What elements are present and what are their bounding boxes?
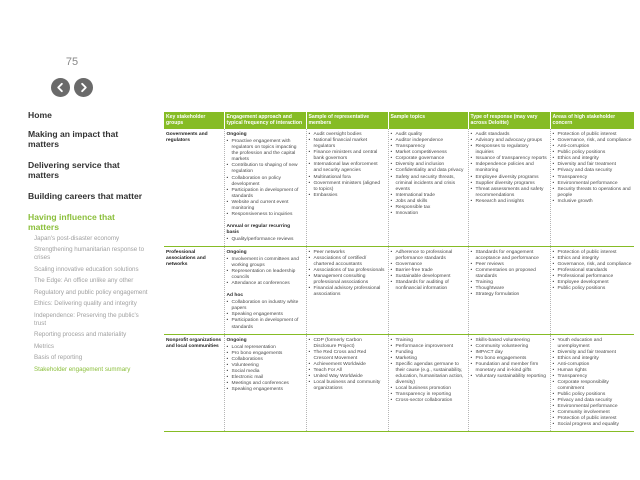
list-item: • Audit quality [391,132,466,138]
sub-nav-item-reporting-process[interactable]: Reporting process and materiality [34,331,127,339]
page-number: 75 [65,56,79,68]
list-item: • International trade [391,193,466,199]
nav-item-home[interactable]: Home [28,110,52,120]
list-item: • Collaboration on policy development [227,176,304,188]
stakeholder-group-cell: Governments and regulators [164,129,224,246]
header-engagement-approach: Engagement approach and typical frequency of interaction [224,112,306,129]
list-item: • Independence policies and monitoring [471,162,548,174]
list-item: • Ethics and integrity [553,156,633,162]
list-item: • Employee development [553,280,633,286]
list-item: • The Red Cross and Red Crescent Movement [309,350,386,362]
list-item: • Community volunteering [471,344,548,350]
header-areas-of-concern: Areas of high stakeholder concern [550,112,634,129]
list-item: • Management consulting professional associations [309,274,386,286]
table-row [164,246,634,334]
list-item: • Issuance of transparency reports [471,156,548,162]
bullet-list [227,257,304,287]
bullet-list [227,345,304,393]
sample-members-cell [306,334,388,432]
sub-nav-item-japan[interactable]: Japan's post-disaster economy [34,234,120,242]
list-item: • Volunteering [227,363,304,369]
list-item: • Cross-sector collaboration [391,398,466,404]
list-item: • Environmental performance [553,181,633,187]
list-item: • Electronic mail [227,375,304,381]
main-nav [28,110,148,377]
chevron-right-icon [78,82,89,93]
list-item: • Diversity and inclusion [391,162,466,168]
list-item: • Commentaries on proposed standards [471,268,548,280]
bullet-list [391,250,466,292]
list-item: • Public policy positions [553,392,633,398]
list-item: • Jobs and skills [391,199,466,205]
list-item: • Employee diversity programs [471,175,548,181]
sub-nav-item-metrics[interactable]: Metrics [34,342,54,350]
list-item: • Pro bono engagements [227,351,304,357]
list-item: • Social media [227,369,304,375]
header-sample-members: Sample of representative members [306,112,388,129]
list-item: • Funding [391,350,466,356]
stakeholder-concerns-cell [550,246,634,334]
list-item: • Privacy and data security [553,168,633,174]
list-item: • Sustainable development [391,274,466,280]
table-row [164,334,634,432]
list-item: • Auditor independence [391,138,466,144]
list-item: • Transparency [553,175,633,181]
list-item: • Innovation [391,211,466,217]
stakeholder-engagement-table [164,112,634,432]
list-item: • Multinational fora [309,175,386,181]
list-item: • Environmental performance [553,404,633,410]
list-item: • Participation in development of standards [227,188,304,200]
list-item: • Community involvement [553,410,633,416]
approach-subheading: Ongoing [226,337,247,343]
list-item: • Audit standards [471,132,548,138]
chevron-left-icon [55,82,66,93]
sidebar [0,0,150,480]
list-item: • Protection of public interest [553,416,633,422]
list-item: • International law enforcement and security agencies [309,162,386,174]
list-item: • Voluntary sustainability reporting [471,374,548,380]
response-type-cell [468,334,550,432]
list-item: • Governance [391,262,466,268]
stakeholder-concerns-cell [550,129,634,246]
stakeholder-concerns-cell [550,334,634,432]
list-item: • Foundation and member firm monetary and in-kind gifts [471,362,548,374]
table-body [164,129,634,432]
list-item: • Associations of tax professionals [309,268,386,274]
list-item: • Performance improvement [391,344,466,350]
bullet-list [309,250,386,298]
sub-nav-item-basis-of-reporting[interactable]: Basis of reporting [34,354,83,362]
sample-topics-cell [388,129,468,246]
list-item: • Human rights [553,368,633,374]
list-item: • Government ministers (aligned to topics) [309,181,386,193]
list-item: • Representation on leadership councils [227,269,304,281]
list-item: • Ethics and integrity [553,356,633,362]
list-item: • Threat assessments and safety recommendations [471,187,548,199]
list-item: • Transparency [553,374,633,380]
list-item: • Associations of certified/ chartered accountants [309,256,386,268]
list-item: • Strategy formulation [471,292,548,298]
response-type-cell [468,246,550,334]
page-navigation [51,78,93,97]
list-item: • Research and insights [471,199,548,205]
list-item: • Professional performance [553,274,633,280]
list-item: • Quality/performance reviews [227,237,304,243]
list-item: • Inclusive growth [553,199,633,205]
list-item: • Transparency [391,144,466,150]
list-item: • Embassies [309,193,386,199]
approach-subheading: Ad hoc [226,293,244,299]
bullet-list [391,338,466,405]
bullet-list [553,250,633,292]
bullet-list [227,237,304,243]
list-item: • Standards for auditing of nonfinancial information [391,280,466,292]
list-item: • Specific agendas germane to their cause (e.g., sustainability, education, humanitarian action, diversity) [391,362,466,386]
list-item: • United Way Worldwide [309,374,386,380]
list-item: • Social progress and equality [553,422,633,428]
sub-nav-item-stakeholder-engagement[interactable]: Stakeholder engagement summary [34,365,131,373]
bullet-list [471,338,548,380]
engagement-approach-cell [224,334,306,432]
list-item: • Local business and community organizations [309,380,386,392]
bullet-list [553,132,633,205]
list-item: • IMPACT day [471,350,548,356]
list-item: • Diversity and fair treatment [553,162,633,168]
approach-subheading: Ongoing [226,132,247,138]
bullet-list [471,132,548,205]
list-item: • Collaborations [227,357,304,363]
list-item: • Supplier diversity programs [471,181,548,187]
list-item: • Transparency in reporting [391,392,466,398]
engagement-approach-cell [224,246,306,334]
list-item: • Collaboration on industry white papers [227,300,304,312]
table-header-row [164,112,634,129]
list-item: • Governance, risk, and compliance [553,138,633,144]
list-item: • Security threats to operations and people [553,187,633,199]
list-item: • Local business promotion [391,386,466,392]
sub-nav-item-independence[interactable]: Independence: Preserving the public's trust [34,311,139,327]
list-item: • Market competitiveness [391,150,466,156]
list-item: • Public policy positions [553,286,633,292]
bullet-list [309,338,386,392]
nav-item-building-careers[interactable]: Building careers that matter [28,190,143,201]
list-item: • Professional standards [553,268,633,274]
list-item: • Advisory and advocacy groups [471,138,548,144]
list-item: • Attendance at conferences [227,281,304,287]
list-item: • Website and current event monitoring [227,200,304,212]
list-item: • Training [471,280,548,286]
list-item: • Anti-corruption [553,144,633,150]
list-item: • Diversity and fair treatment [553,350,633,356]
sub-nav-item-education[interactable]: Scaling innovative education solutions [34,265,139,273]
approach-subheading: Ongoing [226,249,247,255]
stakeholder-group-cell: Nonprofit organizations and local communities [164,334,224,432]
list-item: • Audit oversight bodies [309,132,386,138]
nav-item-delivering-service[interactable]: Delivering service that matters [28,159,120,181]
bullet-list [553,338,633,429]
previous-page-button[interactable] [51,78,70,97]
sub-nav-item-ethics[interactable]: Ethics: Delivering quality and integrity [34,300,137,308]
list-item: • Teach For All [309,368,386,374]
list-item: • Corporate responsibility commitment [553,380,633,392]
list-item: • Proactive engagement with regulators on topics impacting the profession and the capital markets [227,139,304,163]
list-item: • Financial advisory professional associations [309,286,386,298]
sample-topics-cell [388,246,468,334]
sample-members-cell [306,246,388,334]
list-item: • Anti-corruption [553,362,633,368]
nav-item-having-influence[interactable]: Having influence that matters [28,211,115,233]
list-item: • Involvement in committees and working groups [227,257,304,269]
list-item: • Confidentiality and data privacy [391,168,466,174]
list-item: • Local representation [227,345,304,351]
sample-members-cell [306,129,388,246]
list-item: • Peer reviews [471,262,548,268]
list-item: • Contribution to shaping of new regulation [227,163,304,175]
approach-subheading: Annual or regular recurring basis [226,223,291,235]
stakeholder-group-cell: Professional associations and networks [164,246,224,334]
response-type-cell [468,129,550,246]
table-row [164,129,634,246]
list-item: • Public policy positions [553,150,633,156]
stakeholder-table-container [164,112,634,432]
list-item: • Training [391,338,466,344]
list-item: • Governance, risk, and compliance [553,262,633,268]
list-item: • Peer networks [309,250,386,256]
list-item: • Youth education and unemployment [553,338,633,350]
list-item: • Responses to regulatory inquiries [471,144,548,156]
nav-item-making-an-impact[interactable]: Making an impact that matters [28,128,119,150]
bullet-list [227,139,304,218]
list-item: • Protection of public interest [553,250,633,256]
list-item: • Barrier-free trade [391,268,466,274]
list-item: • Participation in development of standards [227,318,304,330]
list-item: • Speaking engagements [227,312,304,318]
sub-nav-item-humanitarian[interactable]: Strengthening humanitarian response to crises [34,246,145,262]
bullet-list [227,300,304,330]
list-item: • Pro bono engagements [471,356,548,362]
list-item: • CDP (formerly Carbon Disclosure Project) [309,338,386,350]
list-item: • Thoughtware [471,286,548,292]
list-item: • Skills-based volunteering [471,338,548,344]
sub-nav-item-the-edge[interactable]: The Edge: An office unlike any other [34,277,134,285]
list-item: • Finance ministers and central bank governors [309,150,386,162]
list-item: • Adherence to professional performance standards [391,250,466,262]
list-item: • Speaking engagements [227,387,304,393]
engagement-approach-cell [224,129,306,246]
list-item: • Achievement Worldwide [309,362,386,368]
list-item: • Privacy and data security [553,398,633,404]
header-key-stakeholder-groups: Key stakeholder groups [164,112,224,129]
list-item: • Marketing [391,356,466,362]
list-item: • Responsible tax [391,205,466,211]
list-item: • Corporate governance [391,156,466,162]
header-type-of-response: Type of response (may vary across Deloitte) [468,112,550,129]
sample-topics-cell [388,334,468,432]
list-item: • Standards for engagement acceptance and performance [471,250,548,262]
list-item: • Meetings and conferences [227,381,304,387]
bullet-list [391,132,466,217]
sub-nav-item-regulatory[interactable]: Regulatory and public policy engagement [34,288,148,296]
sub-nav [28,235,148,374]
bullet-list [309,132,386,199]
list-item: • Safety and security threats, criminal incidents and crisis events [391,175,466,193]
bullet-list [471,250,548,298]
header-sample-topics: Sample topics [388,112,468,129]
next-page-button[interactable] [74,78,93,97]
list-item: • Protection of public interest [553,132,633,138]
list-item: • National financial market regulators [309,138,386,150]
list-item: • Ethics and integrity [553,256,633,262]
list-item: • Responsiveness to inquiries [227,212,304,218]
